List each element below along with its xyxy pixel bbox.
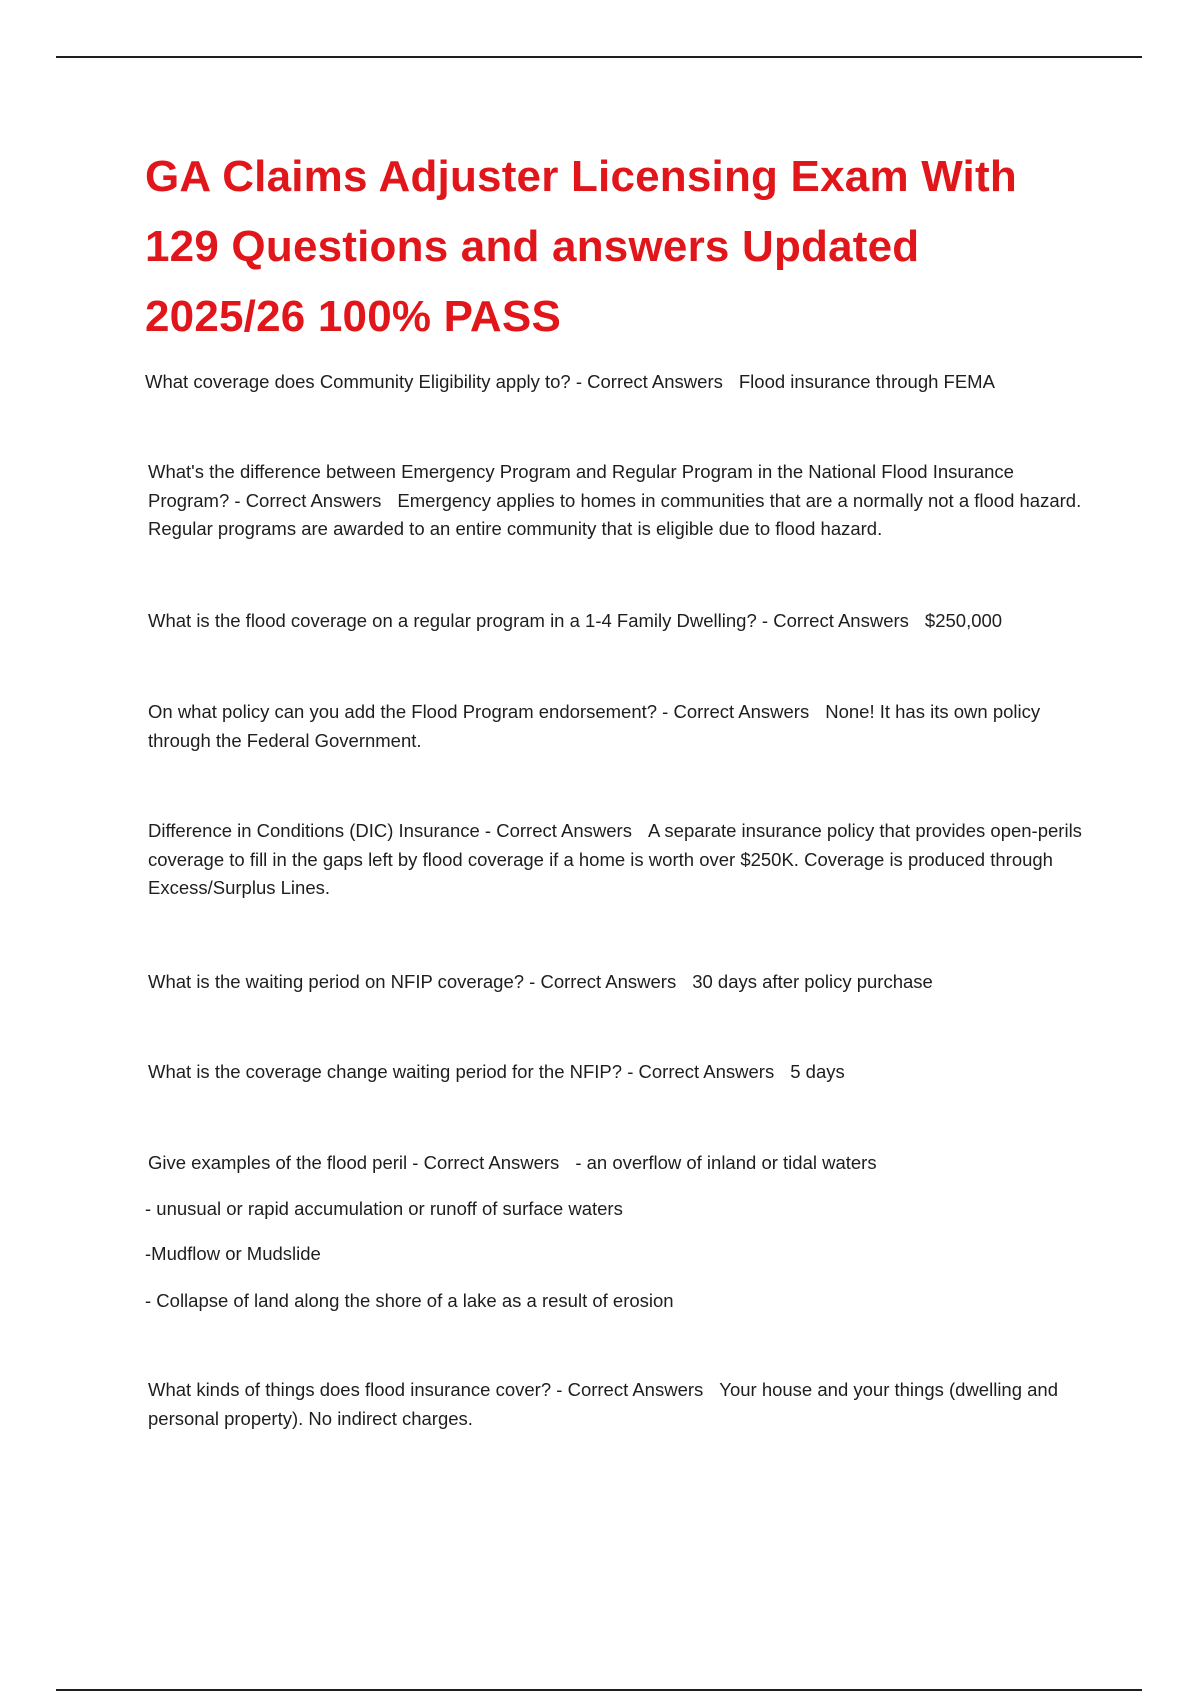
question-text: What's the difference between Emergency Program and Regular Program in the National Flood Insurance Program? (148, 461, 1014, 511)
qa-item-2 (148, 458, 1098, 544)
question-text: What is the flood coverage on a regular program in a 1-4 Family Dwelling? (148, 610, 757, 631)
separator: - (657, 701, 674, 722)
qa-item-5 (148, 817, 1098, 903)
answer-text: $250,000 (924, 610, 1003, 631)
answer-text: None! It has its own policy through the Federal Government. (148, 701, 1041, 751)
question-text: What is the waiting period on NFIP coverage? (148, 971, 525, 992)
separator: - (479, 820, 497, 841)
qa-item-7 (148, 1058, 1098, 1087)
question-text: Difference in Conditions (DIC) Insurance (148, 820, 480, 841)
qa-item-1 (145, 368, 1145, 397)
answer-continuation-line: - Collapse of land along the shore of a lake as a result of erosion (145, 1290, 674, 1311)
top-rule (56, 56, 1142, 58)
qa-item-4 (148, 698, 1098, 755)
qa-item-8 (148, 1149, 1098, 1178)
answer-label: Correct Answers (245, 489, 382, 511)
answer-label: Correct Answers (673, 701, 810, 722)
answer-text: Emergency applies to homes in communities that are a normally not a flood hazard. Regular programs are awarded to an entire community that is eligible due to flood hazard. (148, 489, 1082, 539)
question-text: On what policy can you add the Flood Program endorsement? (148, 701, 658, 722)
answer-label: Correct Answers (587, 371, 723, 392)
document-title: GA Claims Adjuster Licensing Exam With 129 Questions and answers Updated 2025/26 100% PASS (145, 152, 1017, 341)
question-text: What is the coverage change waiting period for the NFIP? (148, 1061, 623, 1082)
answer-label: Correct Answers (496, 820, 632, 841)
question-text: Give examples of the flood peril (148, 1152, 408, 1173)
answer-label: Correct Answers (773, 610, 909, 631)
separator: - (524, 971, 541, 992)
answer-continuation-line: -Mudflow or Mudslide (145, 1243, 321, 1264)
answer-continuation-line: - unusual or rapid accumulation or runoff of surface waters (145, 1198, 623, 1219)
qa-item-9 (148, 1376, 1098, 1433)
question-text: What kinds of things does flood insurance cover? (148, 1379, 552, 1400)
answer-text: 5 days (790, 1061, 845, 1082)
answer-text: A separate insurance policy that provides open-perils coverage to fill in the gaps left by flood coverage if a home is worth over $250K. Coverage is produced through Excess/Surplus Lines. (148, 820, 1082, 898)
question-text: What coverage does Community Eligibility apply to? (145, 371, 571, 392)
separator: - (229, 489, 246, 511)
separator: - (570, 371, 588, 392)
answer-label: Correct Answers (567, 1379, 704, 1400)
qa-item-6 (148, 968, 1098, 997)
separator: - (407, 1152, 424, 1173)
qa-item-3 (148, 607, 1098, 636)
answer-text: - an overflow of inland or tidal waters (575, 1152, 877, 1173)
answer-label: Correct Answers (638, 1061, 775, 1082)
bottom-rule (56, 1689, 1142, 1691)
answer-text: Flood insurance through FEMA (738, 371, 995, 392)
answer-text: 30 days after policy purchase (692, 971, 933, 992)
separator: - (756, 610, 774, 631)
answer-text: Your house and your things (dwelling and personal property). No indirect charges. (148, 1379, 1059, 1429)
separator: - (622, 1061, 639, 1082)
answer-label: Correct Answers (540, 971, 677, 992)
answer-label: Correct Answers (423, 1152, 560, 1173)
separator: - (551, 1379, 568, 1400)
